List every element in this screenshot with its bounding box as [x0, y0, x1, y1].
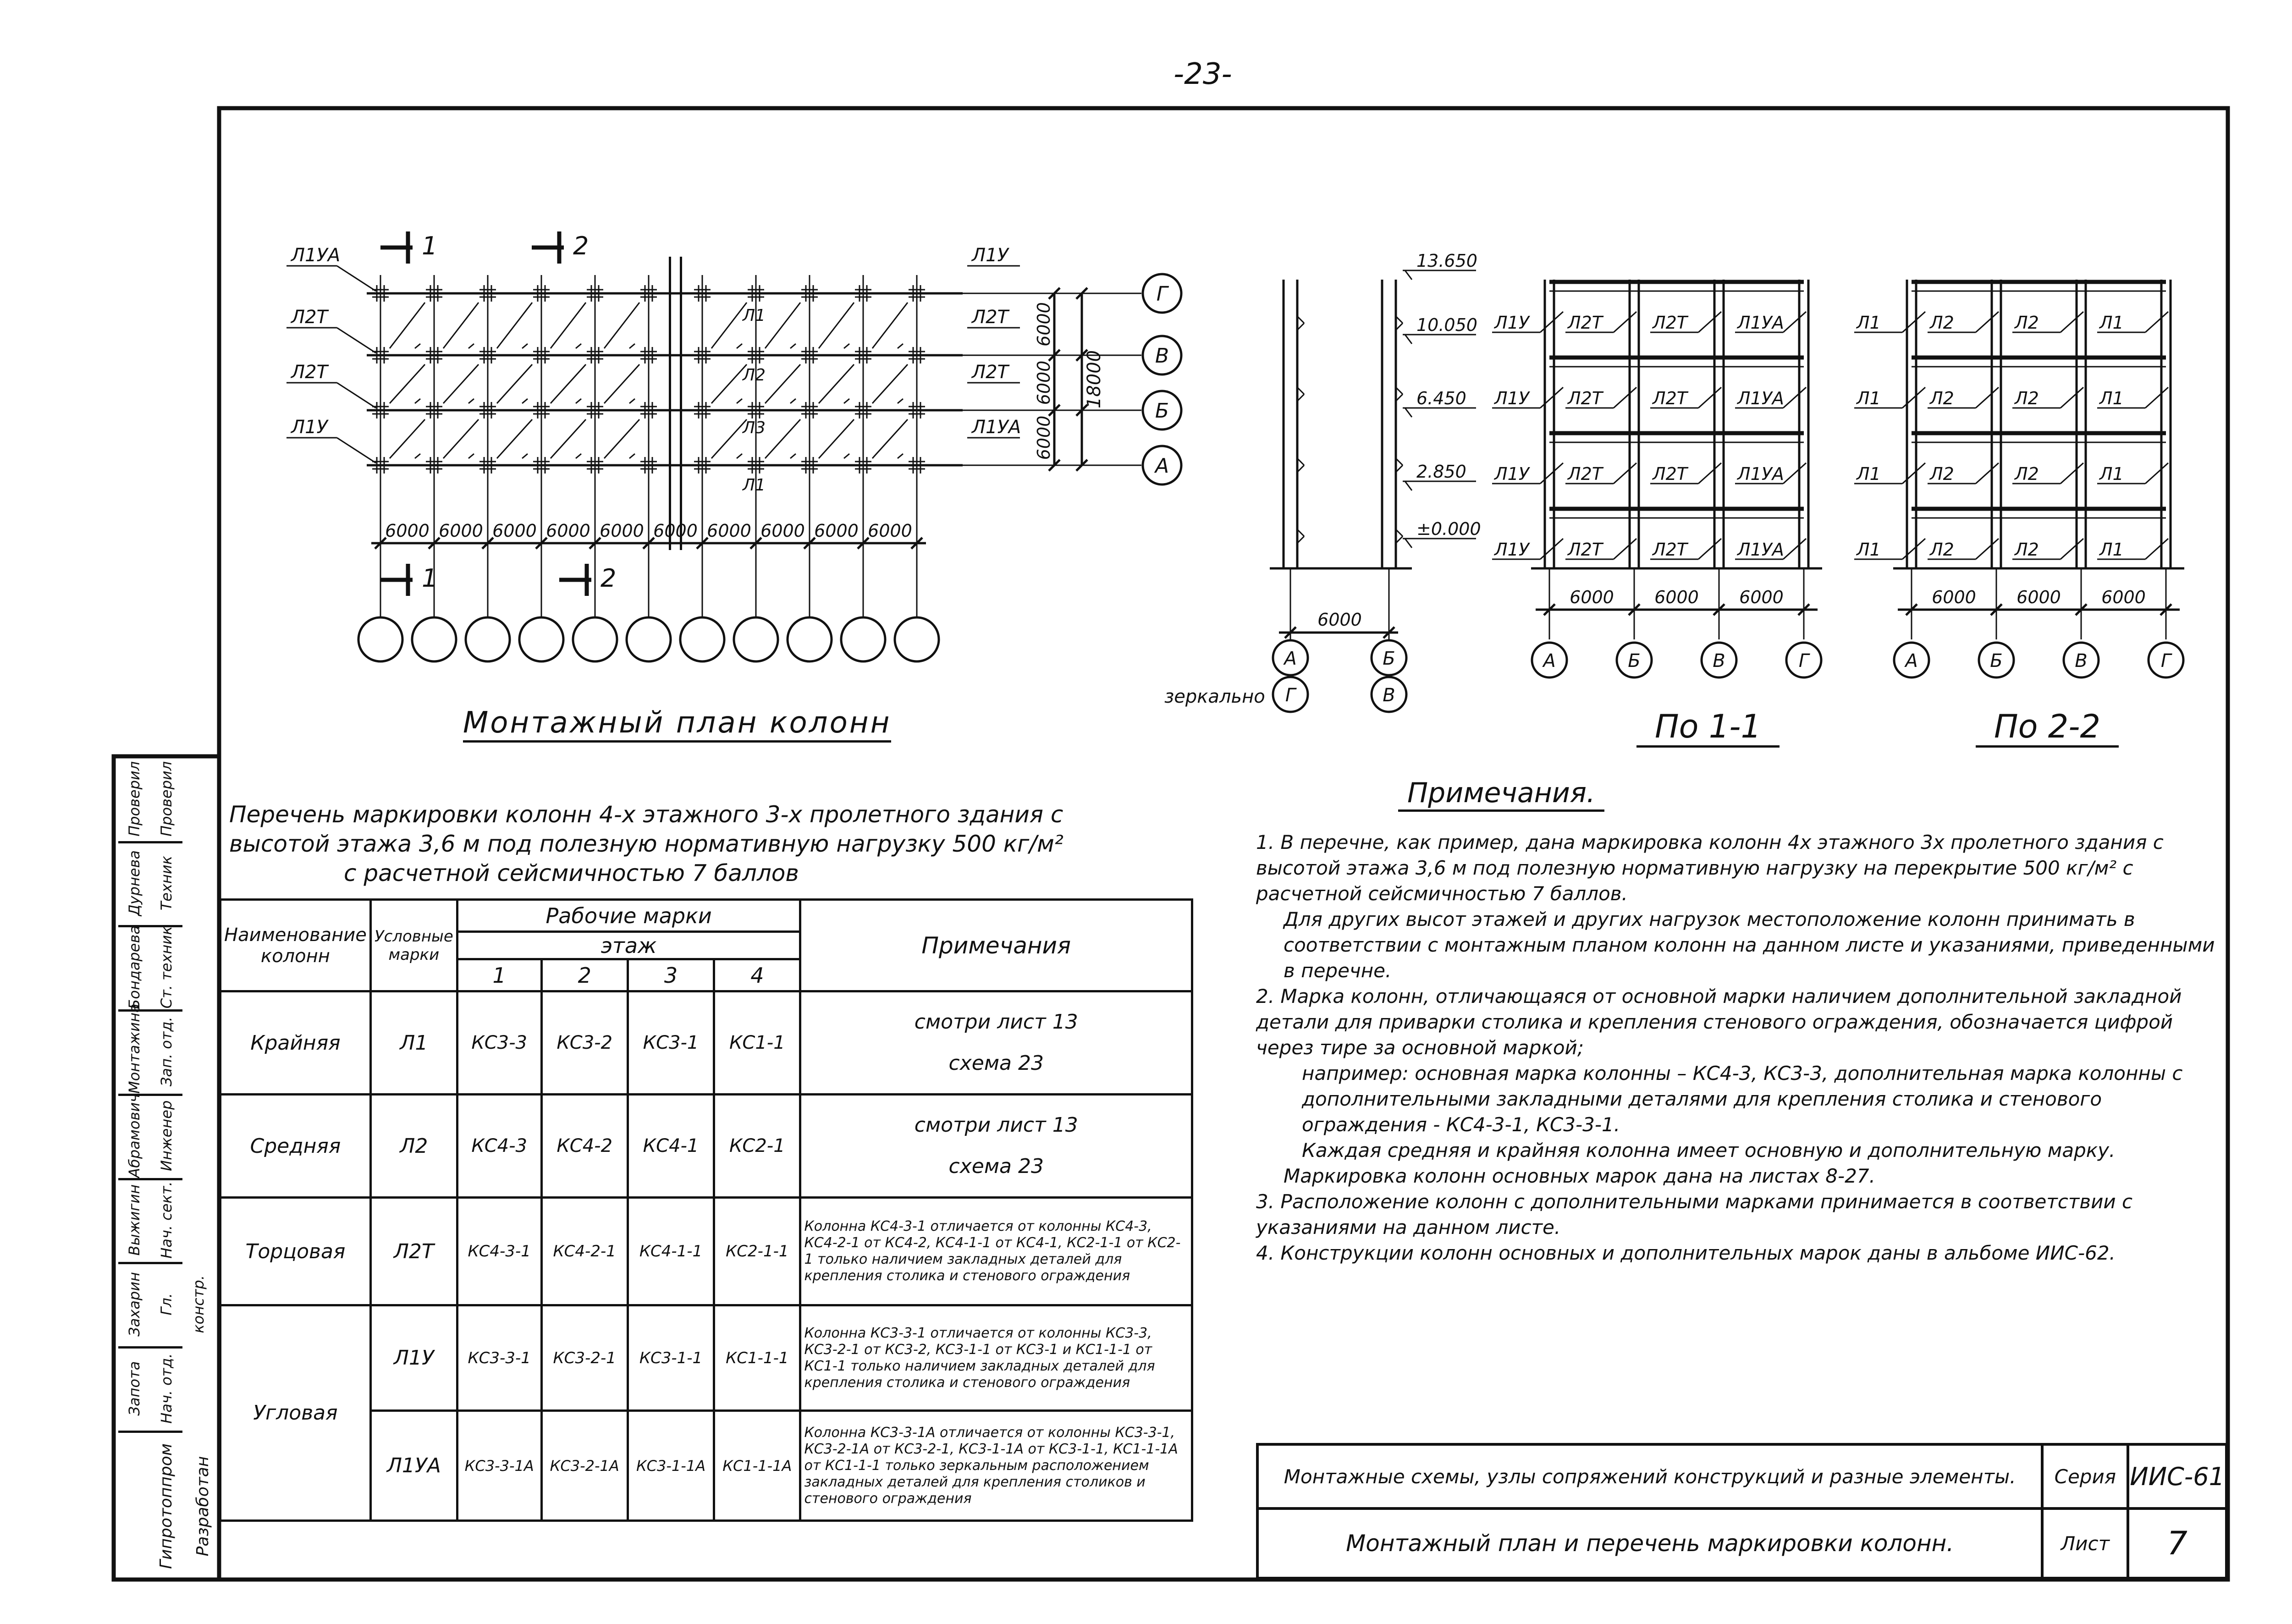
- crossbar: [604, 303, 639, 348]
- level-marker: [1405, 539, 1412, 548]
- axis-label: В: [1155, 344, 1169, 368]
- crossbar: [468, 399, 474, 403]
- table-row: [220, 1305, 1192, 1411]
- row-f1: КС3-3-1: [457, 1305, 541, 1411]
- note-item: 2. Марка колонн, отличающаяся от основной марки наличием дополнительной закладной детали для приварки столика и крепления стенового ограждения, обозначается цифрой через тире за основной маркой;: [1256, 985, 2182, 1059]
- section-mark-label: Л1У: [1494, 464, 1529, 484]
- crossbar: [819, 364, 854, 403]
- axis-bubble: [680, 617, 724, 661]
- section-mark-label: Л1УА: [1737, 464, 1784, 484]
- th-work: Рабочие марки: [457, 900, 800, 932]
- th-floor: этаж: [457, 932, 800, 959]
- crossbar: [765, 419, 800, 458]
- level-mark: 10.050: [1416, 315, 1477, 335]
- crossbar: [497, 364, 532, 403]
- row-note: [800, 991, 1192, 1095]
- plan-title: Монтажный план колонн: [463, 708, 891, 743]
- section-2-drawing: [1854, 280, 2184, 677]
- row-note-line2: схема 23: [948, 1155, 1044, 1178]
- col-dim: 6000: [492, 521, 537, 541]
- axis-label: Г: [1285, 685, 1296, 706]
- level-mark: 2.850: [1416, 462, 1466, 482]
- plan-mark-right: Л1УА: [972, 417, 1021, 438]
- crossbar: [872, 303, 908, 348]
- axis-label: А: [1905, 650, 1918, 672]
- section-mark-label: Л1У: [1494, 539, 1529, 560]
- col-dim: 6000: [868, 521, 912, 541]
- sidebar-role: Проверил: [150, 757, 182, 843]
- title-block: [1256, 1443, 2228, 1580]
- sidebar-role: Техник: [150, 841, 182, 928]
- col-dim: 6000: [707, 521, 751, 541]
- row-f3: КС3-1: [628, 991, 714, 1095]
- axis-label: Г: [1156, 282, 1168, 306]
- section-mark-label: Л2Т: [1653, 313, 1687, 333]
- sidebar-name: Монтажина: [118, 1009, 150, 1096]
- sidebar: [114, 756, 219, 1580]
- plan-mark-left: Л1У: [291, 417, 328, 438]
- axis-label: Б: [1990, 650, 2003, 672]
- crossbar: [415, 344, 420, 348]
- section-mark-label: Л2Т: [1653, 388, 1687, 408]
- section-mark-label: 1: [422, 231, 438, 260]
- col-dim: 6000: [653, 521, 698, 541]
- sidebar-role: Инженер: [150, 1094, 182, 1180]
- row-f4: КС2-1-1: [714, 1198, 800, 1305]
- mark-leader: [1614, 312, 1636, 332]
- table-caption: [229, 800, 1192, 888]
- section-dim: 6000: [2101, 587, 2146, 607]
- stamp-title: Монтажные схемы, узлы сопряжений конструкций и разные элементы.: [1257, 1444, 2042, 1508]
- crossbar: [629, 344, 635, 348]
- col-dim: 6000: [385, 521, 430, 541]
- crossbar: [790, 344, 796, 348]
- section-mark-label: Л2Т: [1653, 464, 1687, 484]
- sidebar-name: Запота: [118, 1346, 150, 1433]
- crossbar: [604, 419, 639, 458]
- axis-bubble: [519, 617, 563, 661]
- crossbar: [576, 344, 581, 348]
- axis-label: В: [1383, 685, 1395, 706]
- section-mark-label: Л2: [1930, 388, 1954, 408]
- note-item: Для других высот этажей и других нагрузок местоположение колонн принимать в соответствии с монтажным планом колонн на данном листе и указаниями, приведенными в перечне.: [1284, 908, 2215, 982]
- level-marker: [1405, 408, 1412, 417]
- stamp-sheet-value: 7: [2128, 1508, 2226, 1578]
- crossbar: [765, 303, 800, 348]
- crossbar: [898, 344, 903, 348]
- mark-leader: [2145, 312, 2168, 332]
- section-mark-label: Л2: [1930, 313, 1954, 333]
- row-f3: КС3-1-1: [628, 1305, 714, 1411]
- table-row: [220, 1095, 1192, 1198]
- crossbar: [390, 419, 425, 458]
- section-dim: 6000: [1932, 587, 1976, 607]
- table-caption-line1: Перечень маркировки колонн 4-х этажного 3-х пролетного здания с: [229, 801, 1063, 828]
- row-f2: КС4-2: [541, 1095, 628, 1198]
- sidebar-role: Зап. отд.: [150, 1009, 182, 1096]
- crossbar: [415, 454, 420, 458]
- row-note-line1: смотри лист 13: [914, 1010, 1078, 1034]
- th-floor-4: 4: [714, 959, 800, 991]
- row-name: Крайняя: [220, 991, 371, 1095]
- section-mark-label: Л1У: [1494, 388, 1529, 408]
- table-caption-line2: высотой этажа 3,6 м под полезную нормативную нагрузку 500 кг/м²: [229, 831, 1063, 857]
- crossbar: [604, 364, 639, 403]
- crossbar: [790, 399, 796, 403]
- plan-mark-left: Л2Т: [291, 362, 328, 383]
- section-mark-label: Л2: [1930, 464, 1954, 484]
- mark-leader: [2061, 312, 2083, 332]
- crossbar: [844, 344, 849, 348]
- row-note-line1: смотри лист 13: [914, 1113, 1078, 1137]
- row-note: Колонна КС4-3-1 отличается от колонны КС4-3, КС4-2-1 от КС4-2, КС4-1-1 от КС4-1, КС2-1-1 от КС2-1 только наличием закладных деталей для крепления столика и стенового ограждения: [800, 1198, 1192, 1305]
- mirror-label: зеркально: [1164, 686, 1265, 707]
- plan-drawing: [286, 231, 1181, 661]
- section-mark-label: Л1: [1857, 313, 1881, 333]
- axis-bubble: [627, 617, 671, 661]
- row-f3: КС3-1-1А: [628, 1411, 714, 1521]
- plan-mark-inner: Л2: [743, 366, 766, 385]
- row-name: Торцовая: [220, 1198, 371, 1305]
- mark-leader: [337, 266, 376, 291]
- section-mark-label: Л1: [2099, 539, 2124, 560]
- note-item: Каждая средняя и крайняя колонна имеет основную и дополнительную марку.: [1302, 1139, 2116, 1162]
- row-f3: КС4-1: [628, 1095, 714, 1198]
- level-marker: [1405, 270, 1412, 280]
- notes-title: Примечания.: [1398, 779, 1604, 812]
- sidebar-role: Нач. отд.: [150, 1346, 182, 1433]
- section-mark-label: Л2Т: [1568, 388, 1603, 408]
- axis-bubble: [412, 617, 456, 661]
- crossbar: [898, 399, 903, 403]
- section-dim: 6000: [1570, 587, 1614, 607]
- mark-leader: [1976, 463, 1999, 484]
- crossbar: [522, 344, 528, 348]
- axis-bubble: [573, 617, 617, 661]
- row-note: Колонна КС3-3-1 отличается от колонны КС3-3, КС3-2-1 от КС3-2, КС3-1-1 от КС3-1 и КС1-1-1 от КС1-1 только наличием закладных деталей для крепления столика и стенового ограждения: [800, 1305, 1192, 1411]
- crossbar: [390, 303, 425, 348]
- crossbar: [497, 419, 532, 458]
- mark-leader: [1783, 463, 1806, 484]
- section-1-title: По 1-1: [1636, 710, 1780, 748]
- mark-leader: [2145, 463, 2168, 484]
- crossbar: [844, 399, 849, 403]
- row-mark: Л1У: [370, 1305, 457, 1411]
- row-name: Средняя: [220, 1095, 371, 1198]
- axis-bubble: [734, 617, 778, 661]
- crossbar: [551, 364, 586, 403]
- mark-leader: [337, 383, 376, 408]
- row-f1: КС4-3: [457, 1095, 541, 1198]
- note-item: 3. Расположение колонн с дополнительными марками принимается в соответствии с указаниями на данном листе.: [1256, 1190, 2133, 1239]
- table-row: [220, 991, 1192, 1095]
- th-floor-2: 2: [541, 959, 628, 991]
- mark-leader: [1614, 463, 1636, 484]
- table-caption-line3: с расчетной сейсмичностью 7 баллов: [344, 860, 799, 886]
- axis-label: В: [1713, 650, 1725, 672]
- stamp-sheet-label: Лист: [2042, 1508, 2128, 1578]
- axis-label: Г: [2160, 650, 2171, 672]
- crossbar: [551, 303, 586, 348]
- section-mark-label: Л2: [2015, 464, 2039, 484]
- level-marker: [1405, 481, 1412, 490]
- stamp-series-value: ИИС-61: [2128, 1444, 2226, 1508]
- crossbar: [737, 344, 742, 348]
- crossbar: [711, 364, 747, 403]
- row-f1: КС3-3-1А: [457, 1411, 541, 1521]
- axis-bubble: [788, 617, 832, 661]
- crossbar: [522, 454, 528, 458]
- plan-mark-left: Л1УА: [291, 245, 341, 266]
- axis-label: А: [1543, 650, 1556, 672]
- plan-mark-right: Л1У: [972, 245, 1008, 266]
- mark-leader: [337, 438, 376, 463]
- crossbar: [737, 399, 742, 403]
- plan-mark-right: Л2Т: [972, 362, 1008, 383]
- plan-mark-right: Л2Т: [972, 307, 1008, 328]
- table-row: [220, 1198, 1192, 1305]
- elev-dim: 6000: [1317, 610, 1362, 630]
- section-1-drawing: [1492, 280, 1822, 677]
- row-mark: Л2Т: [370, 1198, 457, 1305]
- th-mark: Условные марки: [370, 900, 457, 991]
- section-mark-label: Л1УА: [1737, 539, 1784, 560]
- crossbar: [497, 303, 532, 348]
- plan-mark-inner: Л1: [743, 476, 766, 495]
- axis-label: А: [1155, 454, 1169, 478]
- plan-mark-inner: Л3: [743, 418, 766, 437]
- mark-leader: [1698, 387, 1721, 408]
- col-dim: 6000: [814, 521, 859, 541]
- crossbar: [898, 454, 903, 458]
- section-mark-label: Л2Т: [1568, 464, 1603, 484]
- section-dim: 6000: [2017, 587, 2061, 607]
- section-mark-label: Л2Т: [1653, 539, 1687, 560]
- mark-leader: [2061, 539, 2083, 559]
- mark-leader: [1698, 539, 1721, 559]
- section-2-title: По 2-2: [1976, 710, 2119, 748]
- axis-bubble: [895, 617, 939, 661]
- sidebar-role: Нач. сект.: [150, 1178, 182, 1265]
- sidebar-roles: [150, 759, 207, 1433]
- mark-leader: [1976, 387, 1999, 408]
- section-mark-label: Л1УА: [1737, 313, 1784, 333]
- sidebar-name: Дурнева: [118, 841, 150, 928]
- col-dim: 6000: [546, 521, 590, 541]
- col-dim: 6000: [600, 521, 644, 541]
- th-floor-3: 3: [628, 959, 714, 991]
- col-dim: 6000: [439, 521, 483, 541]
- row-mark: Л1: [370, 991, 457, 1095]
- level-marker: [1405, 335, 1412, 344]
- row-f1: КС4-3-1: [457, 1198, 541, 1305]
- plan-mark-left: Л2Т: [291, 307, 328, 328]
- crossbar: [711, 303, 747, 348]
- sidebar-name: Проверил: [118, 757, 150, 843]
- axis-bubble: [358, 617, 402, 661]
- mark-leader: [1783, 312, 1806, 332]
- sidebar-dev: Разработан: [193, 1456, 212, 1557]
- section-mark-label: 2: [573, 231, 589, 260]
- row-f4: КС1-1: [714, 991, 800, 1095]
- mark-leader: [1698, 463, 1721, 484]
- crossbar: [390, 364, 425, 403]
- sidebar-name: Абрамович: [118, 1094, 150, 1180]
- row-mark: Л1УА: [370, 1411, 457, 1521]
- section-mark-label: 2: [601, 564, 617, 593]
- row-dim: 6000: [1034, 415, 1054, 460]
- stamp-subtitle: Монтажный план и перечень маркировки колонн.: [1257, 1508, 2042, 1578]
- column-marking-table: [219, 898, 1193, 1522]
- row-f3: КС4-1-1: [628, 1198, 714, 1305]
- mark-leader: [2145, 539, 2168, 559]
- section-mark-label: Л1У: [1494, 313, 1529, 333]
- axis-label: Б: [1628, 650, 1641, 672]
- row-f1: КС3-3: [457, 991, 541, 1095]
- row-note-line2: схема 23: [948, 1051, 1044, 1075]
- sidebar-name: Бондарева: [118, 925, 150, 1012]
- mark-leader: [1783, 539, 1806, 559]
- row-name: Угловая: [220, 1305, 371, 1521]
- sidebar-names: [118, 759, 150, 1433]
- section-mark-label: Л2: [1930, 539, 1954, 560]
- crossbar: [468, 344, 474, 348]
- axis-bubble: [466, 617, 510, 661]
- section-mark-label: 1: [422, 564, 438, 593]
- section-mark-label: Л1: [2099, 388, 2124, 408]
- mark-leader: [1976, 312, 1999, 332]
- row-f4: КС1-1-1А: [714, 1411, 800, 1521]
- axis-bubble: [841, 617, 885, 661]
- mark-leader: [2061, 463, 2083, 484]
- level-mark: 6.450: [1416, 388, 1466, 408]
- section-mark-label: Л2: [2015, 388, 2039, 408]
- mark-leader: [1976, 539, 1999, 559]
- page-number: -23-: [1174, 57, 1232, 91]
- mark-leader: [2061, 387, 2083, 408]
- sidebar-role: Ст. техник: [150, 925, 182, 1012]
- section-mark-label: Л1: [1857, 464, 1881, 484]
- mark-leader: [337, 328, 376, 353]
- note-item: Маркировка колонн основных марок дана на листах 8-27.: [1284, 1165, 1875, 1187]
- plan-mark-inner: Л1: [743, 306, 766, 325]
- mark-leader: [1614, 539, 1636, 559]
- notes-list: [1256, 830, 2219, 1266]
- row-mark: Л2: [370, 1095, 457, 1198]
- note-item: 1. В перечне, как пример, дана маркировка колонн 4х этажного 3х пролетного здания с высотой этажа 3,6 м под полезную нормативную нагрузку на перекрытие 500 кг/м² с расчетной сейсмичностью 7 баллов.: [1256, 831, 2164, 905]
- th-floor-1: 1: [457, 959, 541, 991]
- section-mark-label: Л2Т: [1568, 313, 1603, 333]
- level-mark: ±0.000: [1416, 519, 1481, 539]
- mark-leader: [1783, 387, 1806, 408]
- axis-label: Б: [1155, 399, 1169, 423]
- crossbar: [551, 419, 586, 458]
- crossbar: [790, 454, 796, 458]
- crossbar: [576, 454, 581, 458]
- row-f4: КС1-1-1: [714, 1305, 800, 1411]
- crossbar: [872, 419, 908, 458]
- section-mark-label: Л2: [2015, 539, 2039, 560]
- sidebar-org: Гипротоппром: [157, 1443, 176, 1569]
- section-mark-label: Л1: [1857, 539, 1881, 560]
- section-dim: 6000: [1654, 587, 1699, 607]
- th-name: Наименование колонн: [220, 900, 371, 991]
- crossbar: [872, 364, 908, 403]
- sidebar-rotated: [114, 756, 219, 1580]
- stamp-series-label: Серия: [2042, 1444, 2128, 1508]
- section-mark-label: Л2Т: [1568, 539, 1603, 560]
- th-notes: Примечания: [800, 900, 1192, 991]
- section-mark-label: Л2: [2015, 313, 2039, 333]
- crossbar: [443, 419, 479, 458]
- row-dim: 6000: [1034, 302, 1054, 347]
- section-mark-label: Л1: [2099, 313, 2124, 333]
- row-f2: КС3-2-1: [541, 1305, 628, 1411]
- crossbar: [711, 419, 747, 458]
- level-mark: 13.650: [1416, 251, 1477, 271]
- note-item: например: основная марка колонны – КС4-3, КС3-3, дополнительная марка колонны с дополнительными закладными деталями для крепления столика и стенового ограждения - КС4-3-1, КС3-3-1.: [1302, 1062, 2183, 1136]
- mark-leader: [1698, 312, 1721, 332]
- section-mark-label: Л1: [2099, 464, 2124, 484]
- crossbar: [844, 454, 849, 458]
- row-f4: КС2-1: [714, 1095, 800, 1198]
- sidebar-name: Захарин: [118, 1262, 150, 1349]
- row-dim: 6000: [1034, 360, 1054, 405]
- section-mark-label: Л1: [1857, 388, 1881, 408]
- row-f2: КС4-2-1: [541, 1198, 628, 1305]
- sidebar-role: Гл. констр.: [150, 1262, 182, 1349]
- crossbar: [765, 364, 800, 403]
- section-dim: 6000: [1739, 587, 1784, 607]
- crossbar: [443, 364, 479, 403]
- axis-label: Г: [1798, 650, 1809, 672]
- crossbar: [415, 399, 420, 403]
- row-f2: КС3-2: [541, 991, 628, 1095]
- row-note: [800, 1095, 1192, 1198]
- sidebar-name: Выжигин: [118, 1178, 150, 1265]
- crossbar: [443, 303, 479, 348]
- crossbar: [629, 454, 635, 458]
- mark-leader: [1614, 387, 1636, 408]
- crossbar: [819, 303, 854, 348]
- crossbar: [576, 399, 581, 403]
- crossbar: [522, 399, 528, 403]
- elevation-drawing: [1270, 251, 1481, 712]
- crossbar: [629, 399, 635, 403]
- axis-label: Б: [1383, 648, 1395, 669]
- axis-label: В: [2075, 650, 2088, 672]
- crossbar: [737, 454, 742, 458]
- row-total-dim: 18000: [1084, 350, 1105, 409]
- row-note: Колонна КС3-3-1А отличается от колонны КС3-3-1, КС3-2-1А от КС3-2-1, КС3-1-1А от КС3-1-1, КС1-1-1А от КС1-1-1 только зеркальным расположением закладных деталей для крепления столиков и стенового ограждения: [800, 1411, 1192, 1521]
- crossbar: [819, 419, 854, 458]
- axis-label: А: [1284, 648, 1297, 669]
- col-dim: 6000: [760, 521, 805, 541]
- note-item: 4. Конструкции колонн основных и дополнительных марок даны в альбоме ИИС-62.: [1256, 1242, 2116, 1264]
- section-mark-label: Л1УА: [1737, 388, 1784, 408]
- row-f2: КС3-2-1А: [541, 1411, 628, 1521]
- mark-leader: [2145, 387, 2168, 408]
- crossbar: [468, 454, 474, 458]
